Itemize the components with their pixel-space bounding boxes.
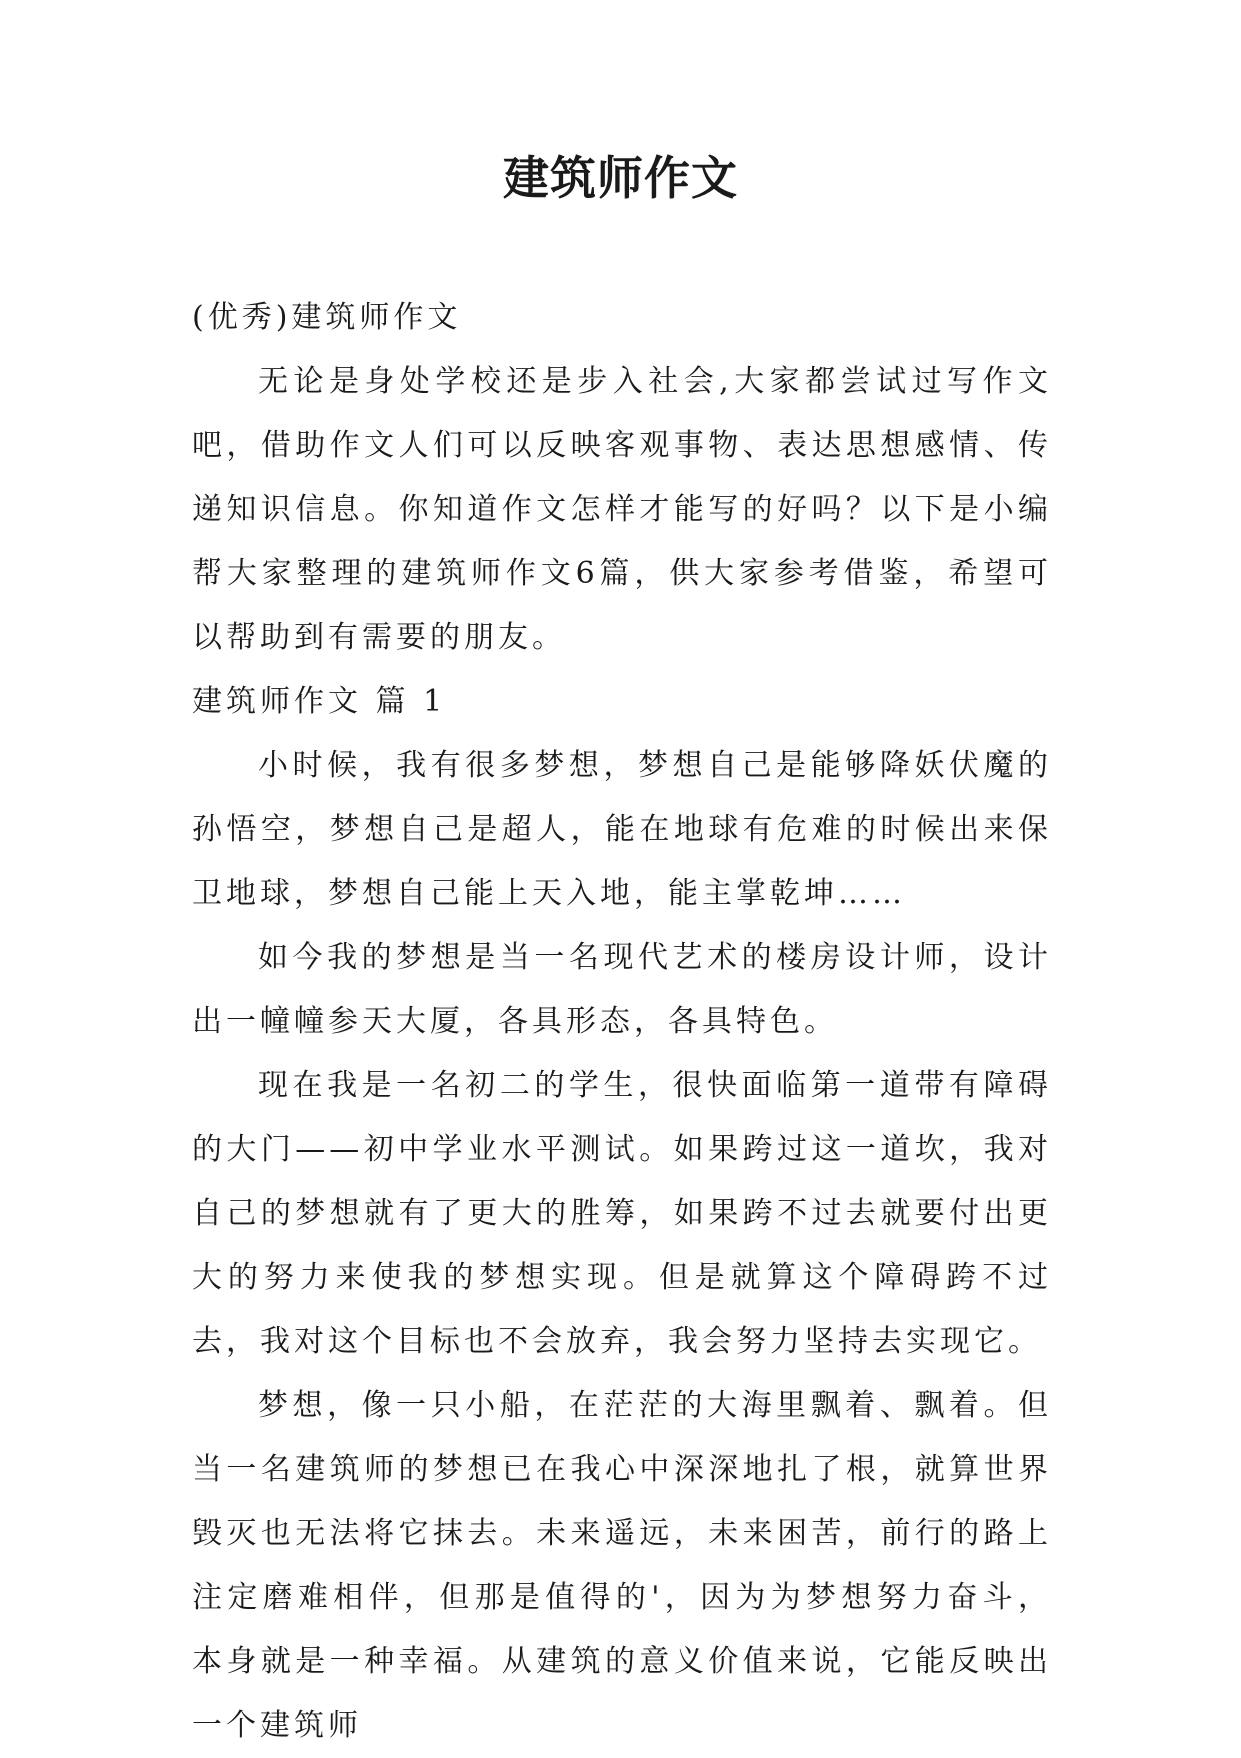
body-paragraph: 梦想，像一只小船，在茫茫的大海里飘着、飘着。但当一名建筑师的梦想已在我心中深深地扎了根，就算世界毁灭也无法将它抹去。未来遥远，未来困苦，前行的路上注定磨难相伴，但那是值得的'，因为为梦想努力奋斗，本身就是一种幸福。从建筑的意义价值来说，它能反映出一个建筑师 bbox=[192, 1388, 1052, 1743]
section-heading: 建筑师作文 篇 1 bbox=[192, 684, 447, 719]
body-paragraph: 现在我是一名初二的学生，很快面临第一道带有障碍的大门——初中学业水平测试。如果跨过这一道坎，我对自己的梦想就有了更大的胜筹，如果跨不过去就要付出更大的努力来使我的梦想实现。但是就算这个障碍跨不过去，我对这个目标也不会放弃，我会努力坚持去实现它。 bbox=[192, 1068, 1052, 1359]
body-paragraph: 小时候，我有很多梦想，梦想自己是能够降妖伏魔的孙悟空，梦想自己是超人，能在地球有危难的时候出来保卫地球，梦想自己能上天入地，能主掌乾坤…… bbox=[192, 748, 1052, 911]
document-title: 建筑师作文 bbox=[503, 151, 738, 205]
document-subtitle: (优秀)建筑师作文 bbox=[192, 300, 462, 335]
document-body bbox=[192, 286, 1052, 1758]
intro-paragraph: 无论是身处学校还是步入社会,大家都尝试过写作文吧，借助作文人们可以反映客观事物、表达思想感情、传递知识信息。你知道作文怎样才能写的好吗？以下是小编帮大家整理的建筑师作文6篇，供大家参考借鉴，希望可以帮助到有需要的朋友。 bbox=[192, 364, 1052, 655]
body-paragraph: 如今我的梦想是当一名现代艺术的楼房设计师，设计出一幢幢参天大厦，各具形态，各具特色。 bbox=[192, 940, 1052, 1039]
